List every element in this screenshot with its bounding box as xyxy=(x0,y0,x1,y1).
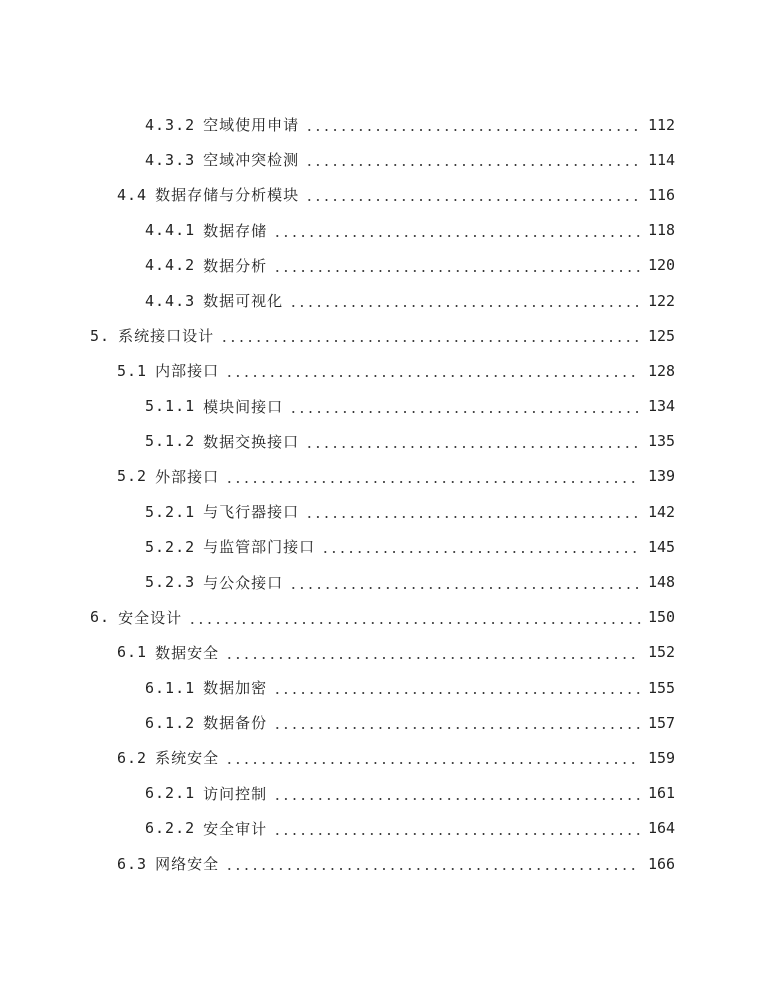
toc-dot-leader xyxy=(220,328,642,343)
toc-entry-title: 数据加密 xyxy=(203,679,268,698)
toc-dot-leader xyxy=(225,645,640,660)
toc-dot-leader xyxy=(305,117,640,132)
toc-entry-page: 166 xyxy=(648,854,676,873)
toc-dot-leader xyxy=(273,223,640,238)
toc-entry-page: 164 xyxy=(648,819,676,838)
toc-entry[interactable] xyxy=(0,318,765,353)
toc-entry-title: 空域使用申请 xyxy=(203,116,300,135)
toc-entry-title: 数据安全 xyxy=(155,643,220,662)
toc-dot-leader xyxy=(289,575,640,590)
toc-entry[interactable] xyxy=(0,283,765,318)
toc-entry[interactable] xyxy=(0,213,765,248)
toc-entry-page: 142 xyxy=(648,502,676,521)
toc-dot-leader xyxy=(225,856,640,871)
toc-entry-title: 访问控制 xyxy=(203,784,268,803)
toc-entry-number: 6.1.2 xyxy=(145,713,196,732)
toc-entry-number: 5.2.2 xyxy=(145,537,196,556)
toc-dot-leader xyxy=(273,715,640,730)
toc-entry-number: 5.1.2 xyxy=(145,432,196,451)
toc-entry-number: 4.4.3 xyxy=(145,291,196,310)
toc-entry-number: 4.4 xyxy=(117,185,148,204)
toc-dot-leader xyxy=(321,539,640,554)
toc-entry-number: 5.1 xyxy=(117,361,148,380)
toc-entry[interactable] xyxy=(0,740,765,775)
toc-entry-number: 5. xyxy=(90,326,111,345)
toc-entry-number: 4.4.1 xyxy=(145,221,196,240)
toc-entry[interactable] xyxy=(0,389,765,424)
toc-entry[interactable] xyxy=(0,353,765,388)
toc-entry-number: 5.2.1 xyxy=(145,502,196,521)
toc-entry-number: 4.3.3 xyxy=(145,150,196,169)
toc-entry-page: 148 xyxy=(648,573,676,592)
toc-entry-page: 114 xyxy=(648,150,676,169)
toc-entry-number: 6.2 xyxy=(117,748,148,767)
toc-entry-title: 数据可视化 xyxy=(203,292,284,311)
toc-entry-page: 112 xyxy=(648,115,676,134)
toc-entry-page: 118 xyxy=(648,221,676,240)
toc-entry-title: 系统接口设计 xyxy=(118,327,215,346)
toc-entry[interactable] xyxy=(0,459,765,494)
toc-entry-page: 135 xyxy=(648,432,676,451)
toc-entry-page: 152 xyxy=(648,643,676,662)
toc-entry-page: 145 xyxy=(648,537,676,556)
toc-dot-leader xyxy=(273,258,640,273)
toc-entry[interactable] xyxy=(0,670,765,705)
toc-dot-leader xyxy=(289,399,640,414)
toc-dot-leader xyxy=(289,293,640,308)
toc-dot-leader xyxy=(225,469,640,484)
toc-entry-page: 122 xyxy=(648,291,676,310)
toc-entry[interactable] xyxy=(0,529,765,564)
toc-dot-leader xyxy=(225,750,640,765)
toc-entry-title: 网络安全 xyxy=(155,855,220,874)
toc-entry-page: 125 xyxy=(648,326,676,345)
toc-dot-leader xyxy=(273,680,640,695)
toc-entry-title: 安全设计 xyxy=(118,608,183,627)
toc-entry-number: 5.2.3 xyxy=(145,573,196,592)
toc-entry-title: 数据备份 xyxy=(203,714,268,733)
toc-entry-title: 与飞行器接口 xyxy=(203,503,300,522)
toc-entry-title: 空域冲突检测 xyxy=(203,151,300,170)
toc-entry[interactable] xyxy=(0,776,765,811)
toc-entry-page: 134 xyxy=(648,397,676,416)
toc-entry[interactable] xyxy=(0,424,765,459)
toc-entry[interactable] xyxy=(0,600,765,635)
toc-entry[interactable] xyxy=(0,494,765,529)
toc-dot-leader xyxy=(225,363,640,378)
toc-entry-number: 6. xyxy=(90,608,111,627)
toc-entry[interactable] xyxy=(0,846,765,881)
toc-entry-title: 数据分析 xyxy=(203,256,268,275)
toc-entry-number: 4.3.2 xyxy=(145,115,196,134)
toc-dot-leader xyxy=(305,434,640,449)
toc-entry-number: 6.1.1 xyxy=(145,678,196,697)
toc-entry[interactable] xyxy=(0,705,765,740)
toc-entry-number: 6.3 xyxy=(117,854,148,873)
toc-entry[interactable] xyxy=(0,107,765,142)
toc-dot-leader xyxy=(305,504,640,519)
toc-entry-number: 5.1.1 xyxy=(145,397,196,416)
toc-entry-page: 157 xyxy=(648,713,676,732)
toc-entry-number: 6.2.2 xyxy=(145,819,196,838)
toc-dot-leader xyxy=(273,821,640,836)
toc-entry-title: 数据存储与分析模块 xyxy=(155,186,300,205)
toc-entry-title: 数据交换接口 xyxy=(203,432,300,451)
toc-entry-page: 155 xyxy=(648,678,676,697)
toc-entry-page: 116 xyxy=(648,185,676,204)
toc-entry-title: 模块间接口 xyxy=(203,397,284,416)
toc-entry-page: 159 xyxy=(648,748,676,767)
toc-entry-title: 内部接口 xyxy=(155,362,220,381)
toc-entry[interactable] xyxy=(0,811,765,846)
toc-entry-number: 6.2.1 xyxy=(145,784,196,803)
toc-entry-title: 与公众接口 xyxy=(203,573,284,592)
toc-entry-title: 安全审计 xyxy=(203,819,268,838)
toc-entry-title: 与监管部门接口 xyxy=(203,538,316,557)
toc-entry-title: 数据存储 xyxy=(203,221,268,240)
toc-entry-number: 5.2 xyxy=(117,467,148,486)
toc-entry-number: 4.4.2 xyxy=(145,256,196,275)
table-of-contents xyxy=(0,107,765,881)
toc-dot-leader xyxy=(188,610,642,625)
toc-entry-page: 150 xyxy=(648,608,676,627)
toc-dot-leader xyxy=(305,187,640,202)
toc-entry-page: 128 xyxy=(648,361,676,380)
toc-entry[interactable] xyxy=(0,248,765,283)
toc-dot-leader xyxy=(273,786,640,801)
toc-entry-page: 120 xyxy=(648,256,676,275)
toc-entry-page: 139 xyxy=(648,467,676,486)
toc-dot-leader xyxy=(305,152,640,167)
toc-entry[interactable] xyxy=(0,142,765,177)
toc-entry[interactable] xyxy=(0,635,765,670)
toc-entry-title: 外部接口 xyxy=(155,467,220,486)
toc-entry-title: 系统安全 xyxy=(155,749,220,768)
toc-entry[interactable] xyxy=(0,177,765,212)
toc-entry[interactable] xyxy=(0,564,765,599)
toc-entry-page: 161 xyxy=(648,784,676,803)
toc-entry-number: 6.1 xyxy=(117,643,148,662)
